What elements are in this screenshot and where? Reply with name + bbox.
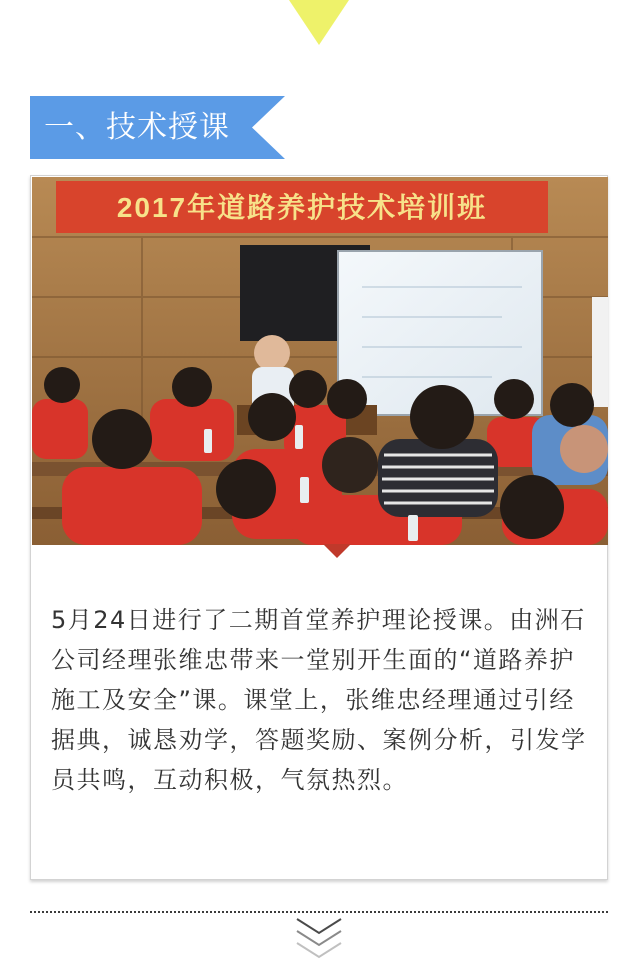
classroom-photo — [32, 177, 608, 545]
banner-text: 2017年道路养护技术培训班 — [116, 192, 488, 223]
photo-pointer-notch — [323, 544, 351, 558]
article-paragraph: 5月24日进行了二期首堂养护理论授课。由洲石公司经理张维忠带来一堂别开生面的“道路养护施工及安全”课。课堂上，张维忠经理通过引经据典，诚恳劝学，答题奖励、案例分析，引发学员共鸣，互动积极，气氛热烈。 — [51, 606, 587, 794]
chevrons-down-icon — [293, 913, 345, 963]
section-header-tag — [30, 96, 285, 159]
section-title: 一、技术授课 — [44, 110, 230, 145]
content-card — [30, 175, 608, 880]
triangle-down-icon — [289, 0, 349, 45]
